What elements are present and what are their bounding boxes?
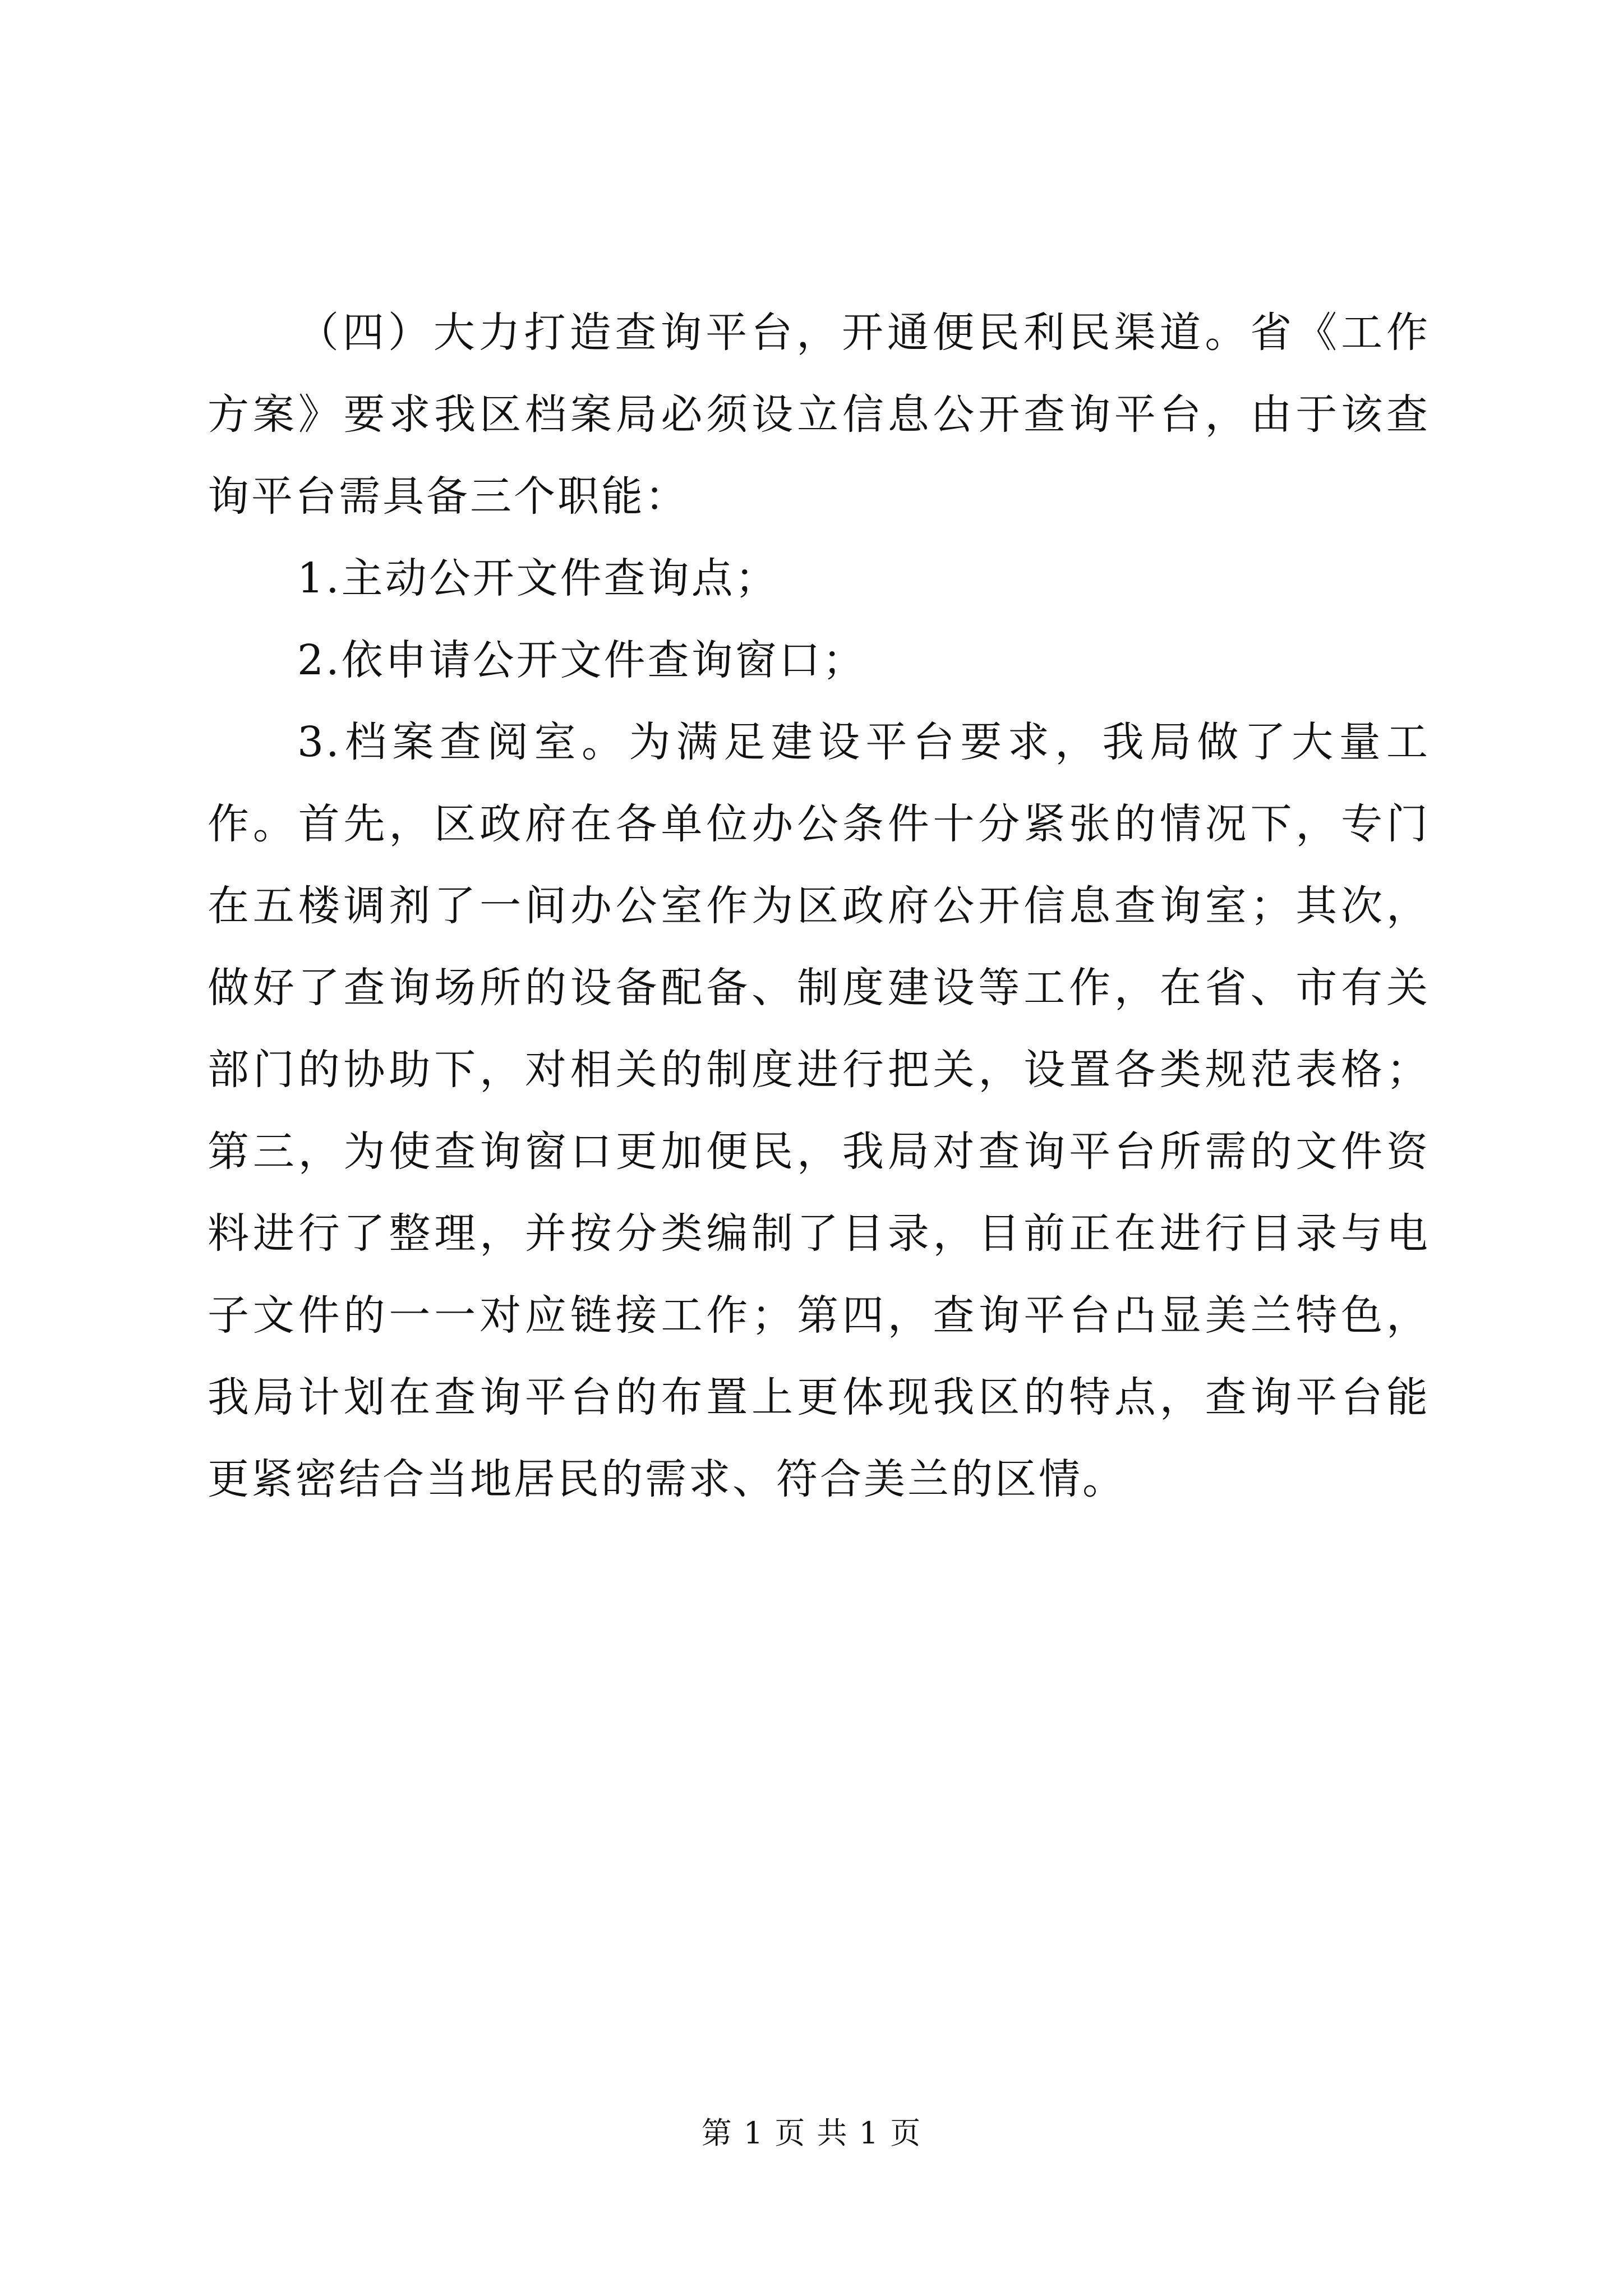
- list-item-3: 3.档案查阅室。为满足建设平台要求，我局做了大量工作。首先，区政府在各单位办公条件十分紧张的情况下，专门在五楼调剂了一间办公室作为区政府公开信息查询室；其次，做好了查询场所的设备配备、制度建设等工作，在省、市有关部门的协助下，对相关的制度进行把关，设置各类规范表格；第三，为使查询窗口更加便民，我局对查询平台所需的文件资料进行了整理，并按分类编制了目录，目前正在进行目录与电子文件的一一对应链接工作；第四，查询平台凸显美兰特色，我局计划在查询平台的布置上更体现我区的特点，查询平台能更紧密结合当地居民的需求、符合美兰的区情。: [208, 718, 1430, 1503]
- list-item-2: 2.依申请公开文件查询窗口；: [297, 636, 866, 684]
- list-item-1: 1.主动公开文件查询点；: [297, 554, 779, 602]
- paragraph-section-four: （四）大力打造查询平台，开通便民利民渠道。省《工作方案》要求我区档案局必须设立信息公开查询平台，由于该查询平台需具备三个职能：: [208, 309, 1430, 521]
- page-footer: 第 1 页 共 1 页: [701, 2115, 922, 2151]
- document-body: [208, 292, 1430, 1520]
